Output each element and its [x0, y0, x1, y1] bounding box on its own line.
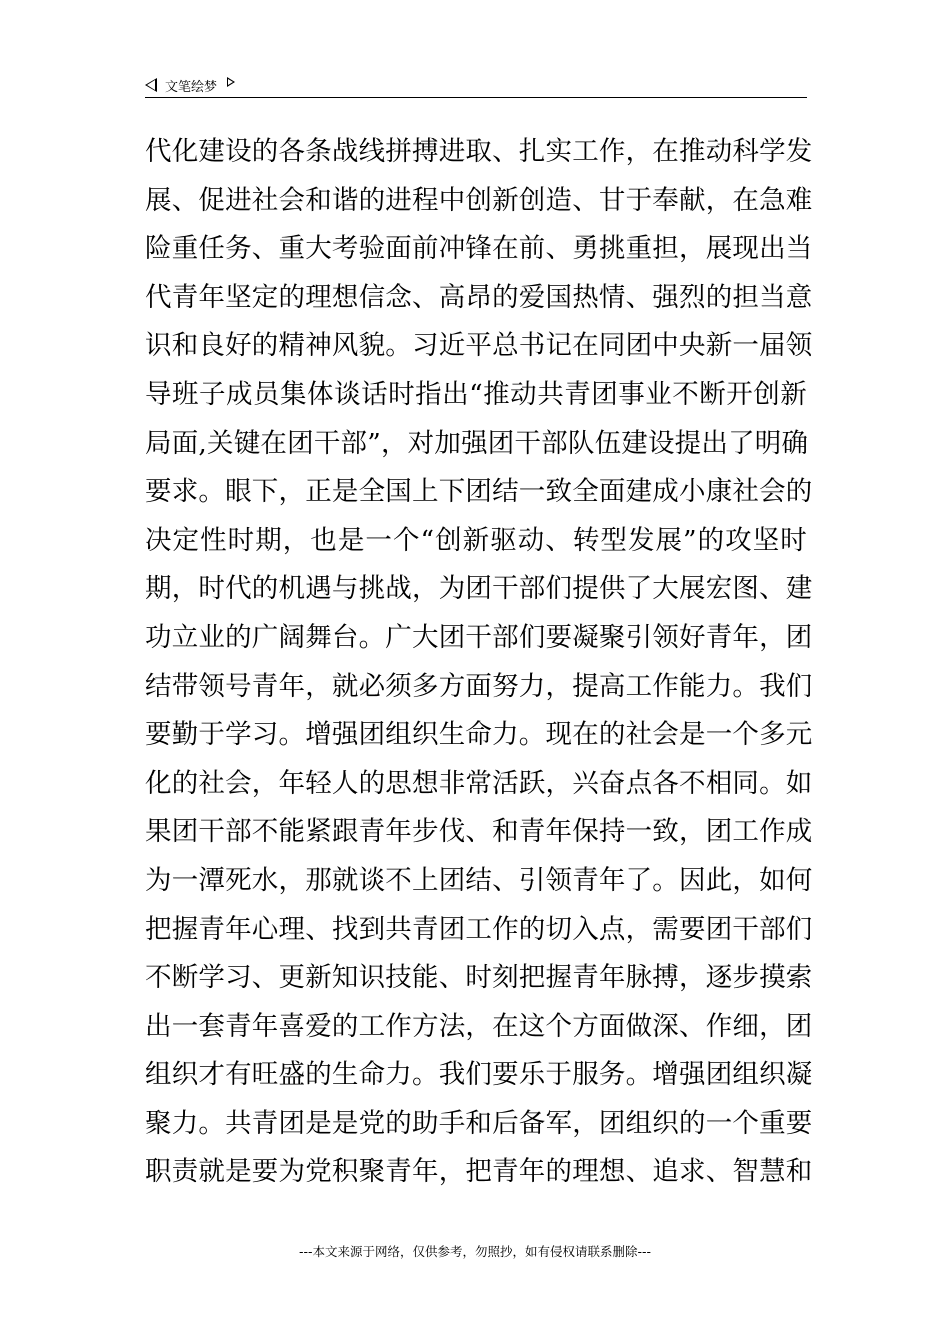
body-line: 结带领号青年，就必须多方面努力，提高工作能力。我们 — [145, 670, 813, 702]
body-line: 不断学习、更新知识技能、时刻把握青年脉搏，逐步摸索 — [145, 962, 813, 994]
body-line: 要勤于学习。增强团组织生命力。现在的社会是一个多元 — [145, 719, 813, 751]
document-body — [145, 128, 813, 1197]
header-title: 文笔绘梦 — [165, 79, 218, 95]
body-line: 功立业的广阔舞台。广大团干部们要凝聚引领好青年，团 — [145, 621, 813, 653]
body-line: 化的社会，年轻人的思想非常活跃，兴奋点各不相同。如 — [145, 767, 813, 799]
body-line: 职责就是要为党积聚青年，把青年的理想、追求、智慧和 — [145, 1156, 813, 1188]
triangle-right-icon — [227, 77, 235, 87]
footer-notice: ---本文来源于网络，仅供参考，勿照抄，如有侵权请联系删除--- — [298, 1244, 652, 1259]
body-line: 出一套青年喜爱的工作方法，在这个方面做深、作细，团 — [145, 1010, 813, 1042]
triangle-left-icon — [145, 78, 157, 92]
body-line: 期，时代的机遇与挑战，为团干部们提供了大展宏图、建 — [145, 573, 813, 605]
body-line: 果团干部不能紧跟青年步伐、和青年保持一致，团工作成 — [145, 816, 813, 848]
page-header — [145, 72, 235, 98]
body-line: 组织才有旺盛的生命力。我们要乐于服务。增强团组织凝 — [145, 1059, 813, 1091]
body-line: 把握青年心理、找到共青团工作的切入点，需要团干部们 — [145, 913, 813, 945]
body-line: 导班子成员集体谈话时指出“推动共青团事业不断开创新 — [145, 378, 807, 410]
body-line: 局面,关键在团干部”，对加强团干部队伍建设提出了明确 — [145, 427, 809, 459]
body-line: 展、促进社会和谐的进程中创新创造、甘于奉献，在急难 — [145, 184, 813, 216]
body-line: 为一潭死水，那就谈不上团结、引领青年了。因此，如何 — [145, 864, 813, 896]
body-line: 识和良好的精神风貌。习近平总书记在同团中央新一届领 — [145, 330, 813, 362]
body-line: 代化建设的各条战线拼搏进取、扎实工作，在推动科学发 — [145, 136, 813, 167]
body-line: 决定性时期，也是一个“创新驱动、转型发展”的攻坚时 — [145, 524, 807, 556]
body-line: 聚力。共青团是是党的助手和后备军，团组织的一个重要 — [145, 1107, 813, 1139]
body-line: 险重任务、重大考验面前冲锋在前、勇挑重担，展现出当 — [145, 233, 813, 265]
body-line: 要求。眼下，正是全国上下团结一致全面建成小康社会的 — [145, 476, 813, 508]
body-line: 代青年坚定的理想信念、高昂的爱国热情、强烈的担当意 — [145, 281, 813, 313]
header-divider — [145, 97, 807, 98]
